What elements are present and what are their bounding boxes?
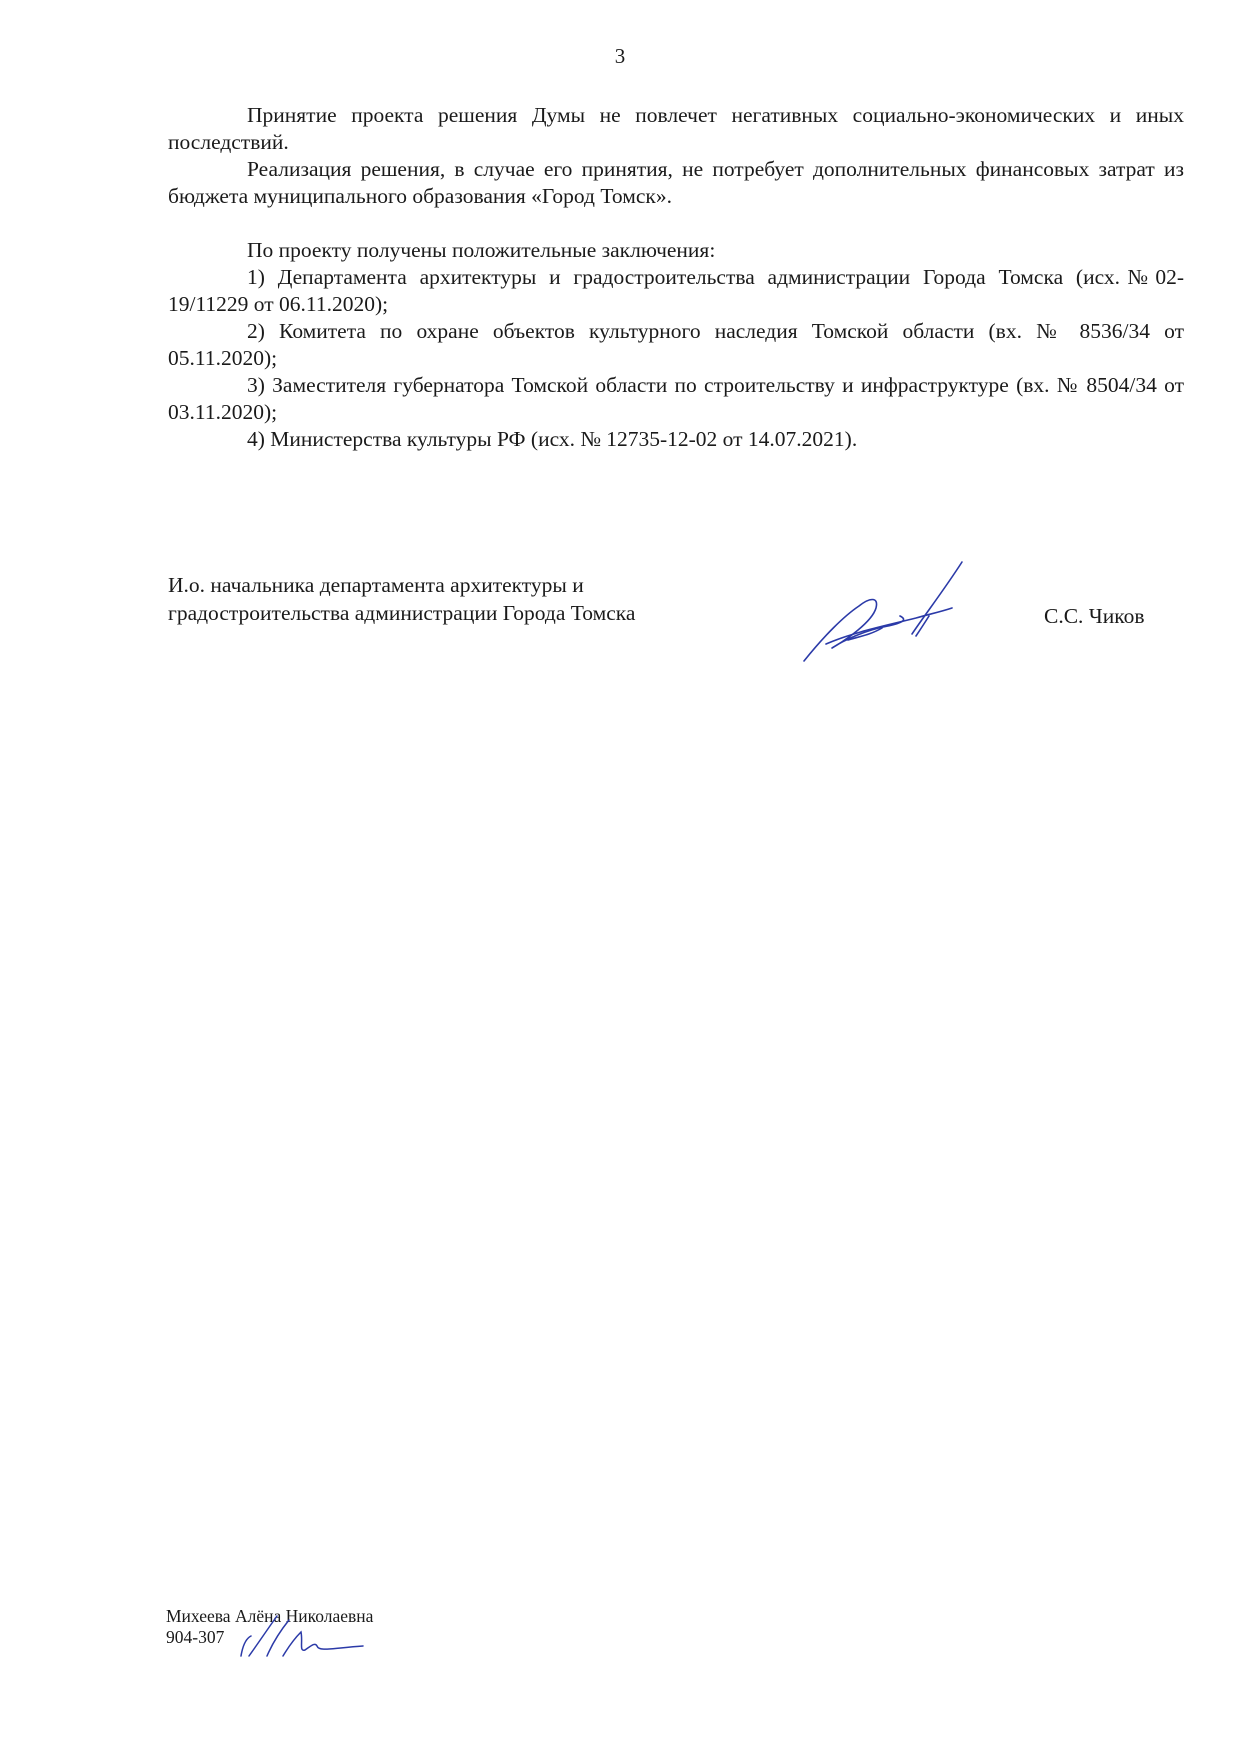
paragraph: Реализация решения, в случае его принятия, не потребует дополнительных финансовых затрат из бюджета муниципального образования «Город Томск». — [168, 157, 1184, 208]
paragraph: 4) Министерства культуры РФ (исх. № 12735-12-02 от 14.07.2021). — [247, 427, 858, 451]
executor-phone: 904-307 — [166, 1627, 225, 1647]
page-number: 3 — [614, 44, 626, 68]
handwritten-signature-icon — [784, 556, 984, 666]
document-body — [168, 102, 1184, 453]
paragraph-gap — [168, 210, 1184, 237]
paragraph: Принятие проекта решения Думы не повлечет негативных социально-экономических и иных последствий. — [168, 103, 1184, 154]
paragraph: 2) Комитета по охране объектов культурного наследия Томской области (вх. № 8536/34 от 05.11.2020); — [168, 319, 1184, 370]
signer-position — [168, 571, 808, 627]
paragraph: 3) Заместителя губернатора Томской области по строительству и инфраструктуре (вх. № 8504/34 от 03.11.2020); — [168, 373, 1184, 424]
executor-signature-icon — [233, 1612, 383, 1662]
paragraph: По проекту получены положительные заключения: — [247, 238, 716, 262]
signer-position-line1: И.о. начальника департамента архитектуры и — [168, 573, 584, 597]
signer-position-line2: градостроительства администрации Города Томска — [168, 601, 636, 625]
paragraph: 1) Департамента архитектуры и градостроительства администрации Города Томска (исх.№02-19/11229 от 06.11.2020); — [168, 265, 1184, 316]
signer-name: С.С. Чиков — [1044, 604, 1145, 628]
signature-block — [168, 571, 1184, 671]
executor-name: Михеева Алёна Николаевна — [166, 1606, 374, 1626]
